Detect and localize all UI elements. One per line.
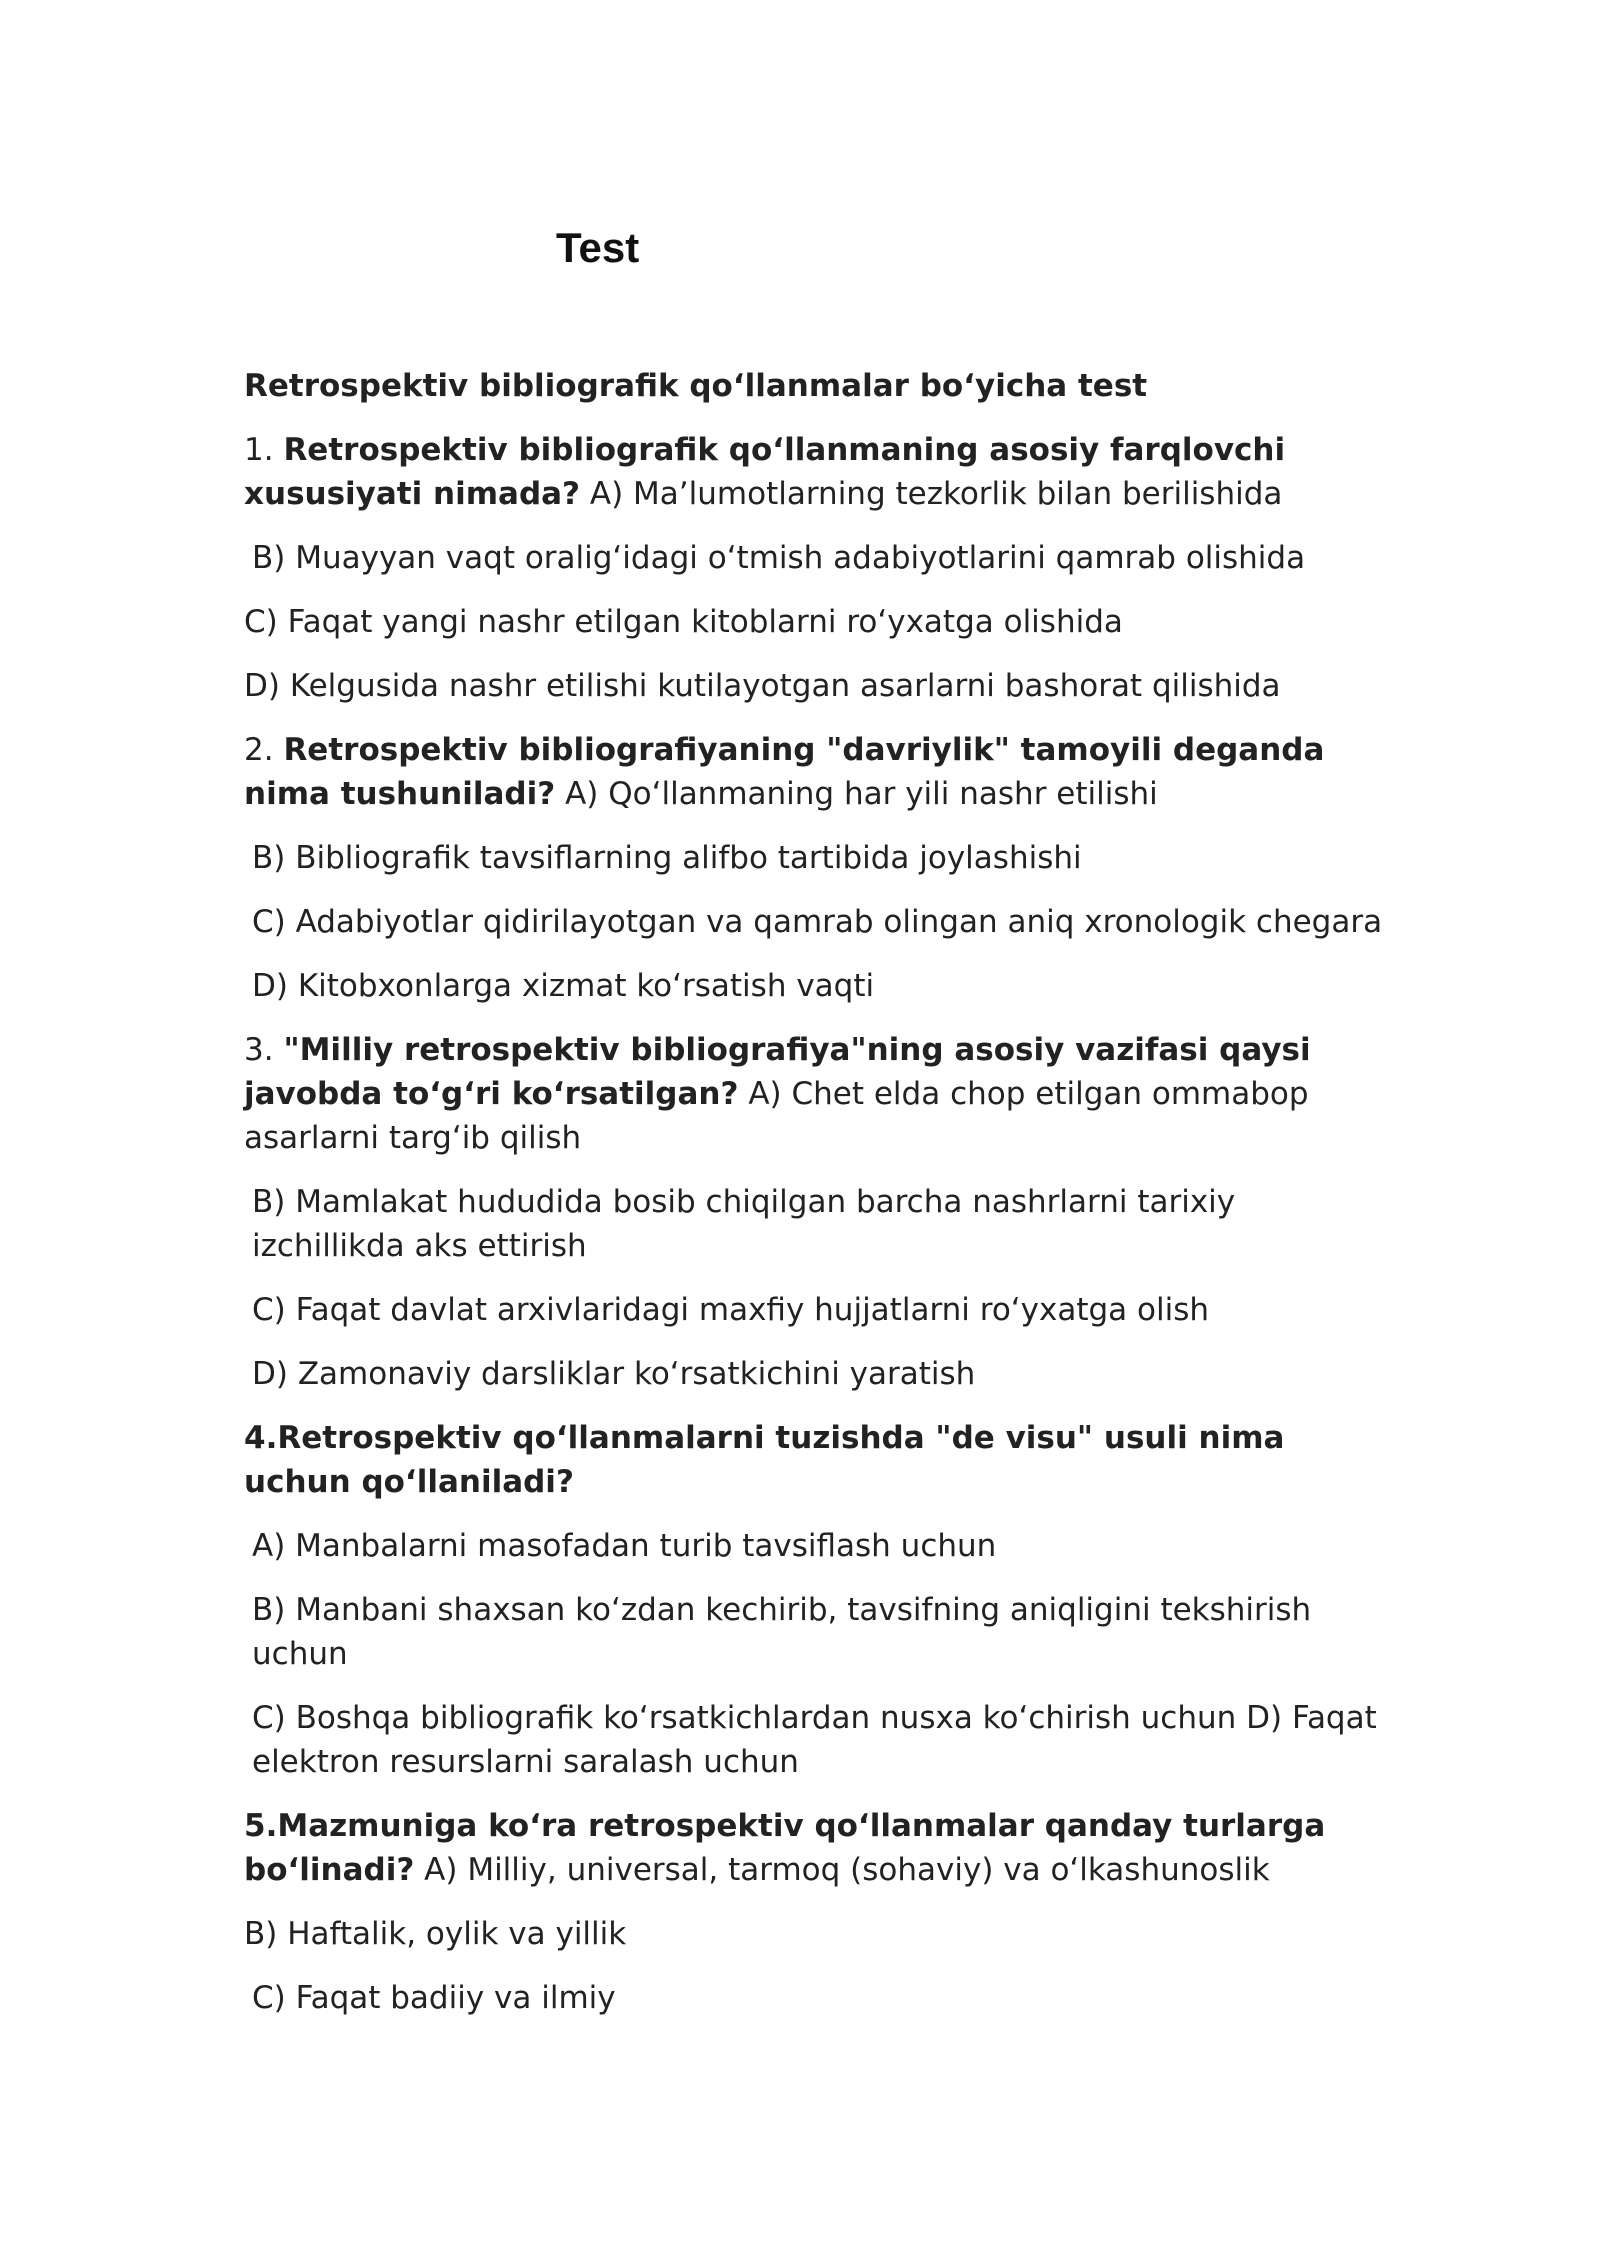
option-b: B) Mamlakat hududida bosib chiqilgan barcha nashrlarni tarixiy izchillikda aks ettirish — [252, 1184, 1236, 1264]
page-title: Test — [556, 224, 640, 271]
question-4 — [244, 1416, 1384, 1504]
question-text: Retrospektiv bibliografiyaning "davriylik" tamoyili deganda nima tushuniladi? — [244, 732, 1325, 812]
option-c: C) Faqat davlat arxivlaridagi maxfiy hujjatlarni ro‘yxatga olish — [252, 1292, 1210, 1328]
option-d: D) Kelgusida nashr etilishi kutilayotgan asarlarni bashorat qilishida — [244, 668, 1281, 704]
option-d: D) Zamonaviy darsliklar ko‘rsatkichini yaratish — [252, 1356, 976, 1392]
question-number: 1. — [244, 432, 284, 468]
option-c: C) Faqat yangi nashr etilgan kitoblarni ro‘yxatga olishida — [244, 604, 1123, 640]
document-body — [244, 364, 1384, 2040]
option-a: A) Ma’lumotlarning tezkorlik bilan berilishida — [580, 476, 1283, 512]
question-text: "Milliy retrospektiv bibliografiya"ning asosiy vazifasi qaysi javobda to‘g‘ri ko‘rsatilgan? — [244, 1032, 1311, 1112]
option-d: D) Kitobxonlarga xizmat ko‘rsatish vaqti — [252, 968, 875, 1004]
question-text: Retrospektiv qo‘llanmalarni tuzishda "de visu" usuli nima uchun qo‘llaniladi? — [244, 1420, 1285, 1500]
option-b: B) Muayyan vaqt oralig‘idagi o‘tmish adabiyotlarini qamrab olishida — [252, 540, 1306, 576]
question-text: Retrospektiv bibliografik qo‘llanmaning asosiy farqlovchi xususiyati nimada? — [244, 432, 1286, 512]
option-c: C) Boshqa bibliografik ko‘rsatkichlardan nusxa ko‘chirish uchun D) Faqat elektron resurslarni saralash uchun — [252, 1700, 1377, 1780]
option-a: A) Manbalarni masofadan turib tavsiflash uchun — [252, 1528, 997, 1564]
question-number: 5. — [244, 1808, 278, 1844]
option-c: C) Adabiyotlar qidirilayotgan va qamrab olingan aniq xronologik chegara — [252, 904, 1383, 940]
document-subtitle: Retrospektiv bibliografik qo‘llanmalar bo‘yicha test — [244, 368, 1148, 404]
option-a: A) Qo‘llanmaning har yili nashr etilishi — [555, 776, 1158, 812]
option-c: C) Faqat badiiy va ilmiy — [252, 1980, 616, 2016]
question-text: Mazmuniga ko‘ra retrospektiv qo‘llanmalar qanday turlarga bo‘linadi? — [244, 1808, 1326, 1888]
option-b: B) Manbani shaxsan ko‘zdan kechirib, tavsifning aniqligini tekshirish uchun — [252, 1592, 1312, 1672]
question-number: 2. — [244, 732, 284, 768]
option-a: A) Chet elda chop etilgan ommabop asarlarni targ‘ib qilish — [244, 1076, 1309, 1156]
question-2 — [244, 728, 1384, 816]
question-5 — [244, 1804, 1384, 1892]
question-number: 3. — [244, 1032, 284, 1068]
question-3 — [244, 1028, 1384, 1160]
option-a: A) Milliy, universal, tarmoq (sohaviy) va o‘lkashunoslik — [414, 1852, 1270, 1888]
option-b: B) Bibliografik tavsiflarning alifbo tartibida joylashishi — [252, 840, 1082, 876]
option-b: B) Haftalik, oylik va yillik — [244, 1916, 627, 1952]
question-1 — [244, 428, 1384, 516]
question-number: 4. — [244, 1420, 278, 1456]
